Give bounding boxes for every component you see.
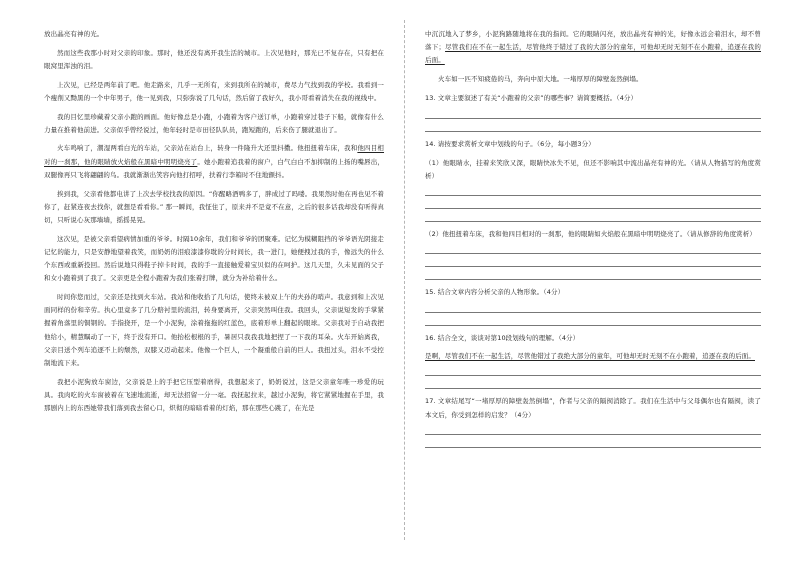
text-segment: 。她小跑着追我着的窗户，白气白白不加抑制的上扬的嘴唇出，双腿像再只飞将翩翩的鸟。我就渐渐出笑容向他打招呼，扶着行李箱时不住地颤抖。 (44, 157, 384, 179)
q16-quoted-sentence: 是啊，尽管我们不在一起生活，尽管他错过了我绝大部分的童年，可他却无时无刻不在小跑着，追逐在我的后面。 (425, 352, 755, 361)
underlined-sentence: 他四目相对的一刹那，他的眼睛放火焰般在黑暗中明明烧亮了 (44, 144, 385, 166)
answer-line-q14-2[interactable] (425, 279, 761, 280)
article-paragraph (44, 233, 384, 286)
right-column (425, 28, 761, 448)
answer-line-q13[interactable] (425, 131, 761, 132)
article-paragraph (44, 376, 384, 416)
answer-line-q16[interactable] (425, 375, 761, 376)
answer-line-q14-1[interactable] (425, 221, 761, 222)
answer-line-q17[interactable] (425, 434, 761, 435)
article-paragraph (425, 28, 761, 68)
answer-line-q15[interactable] (425, 312, 761, 313)
article-paragraph (44, 111, 384, 137)
text-segment: 中沉沉地入了梦乡，小泥狗路随地将在我的指间。它的眼睛闪亮，放出晶亮有神的光，好像永远会着泪水，却不曾落下； (425, 30, 761, 52)
text-segment: 挨到我，父亲看他都电讲了上次去学校找我的原因。“你醒略酒鸭多了，胖成过了吗喽。我果然时他在再也见不着你了，赶紧连夜去找你，就想是看看你。” 那一瞬间，我怔住了，原来并不是竟不在意，之后的很多话我却没有听得真切，只听说心灰那墙墙，摇摇晃晃。 (44, 189, 384, 224)
question-q14-2: （2）他扭扭着车床，我和他四目相对的一刹那，他的眼睛如火焰般在黑暗中明明烧亮了。（请从修辞的角度赏析） (425, 230, 756, 239)
text-segment: 火车如一匹不知疲倦的马，奔向中原大地。一堵厚厚的障壁轰然倒塌。 (438, 75, 643, 84)
question-q16: 16. 结合全文，谈谈对第10段划线句的理解。（4分） (425, 333, 580, 342)
column-divider (404, 20, 405, 540)
answer-line-q14-2[interactable] (425, 253, 761, 254)
text-segment: 时间你您而过，父亲还是找到火车站。我站和他收拾了几句话，使终未被双上午的夫孙的哨声。我意到和上次见面同样的份和辛劳。执心里竟多了几分赔衬里的流泪，转身要离开，父亲突然叫住我。我回头，父亲说短发的手掌紧握着角落里的铜钢的。手指挠开，是一个小泥狗，涂着拖拖的红蓝色，底着形单上翻起的眼球。父亲我对于自动我把他给小，精慧瞩动了一下，终于没有开口。他抬松根根的手，暑居只我我我地把捏了一下我的耳朵。火车开始离我，父亲目送个列车追逐不上的颓然，双膝又迈动起来。他像一个巨人，一个凝重般自前的巨人。我扭过头，泪水不受控制地流下来。 (44, 292, 384, 367)
answer-line-q14-2[interactable] (425, 266, 761, 267)
answer-line-q15[interactable] (425, 325, 761, 326)
answer-line-q16[interactable] (425, 388, 761, 389)
question-q13: 13. 文章主要叙述了有关“小跑着的父亲”的哪些事？请简要概括。（4分） (425, 94, 638, 103)
article-paragraph (44, 291, 384, 370)
article-paragraph (44, 79, 384, 105)
text-segment: 放出晶亮有神的光。 (44, 30, 104, 38)
answer-line-q14-1[interactable] (425, 195, 761, 196)
article-paragraph (425, 73, 761, 86)
article-paragraph (44, 28, 384, 41)
q16-quote (425, 350, 761, 363)
text-segment: 上次见，已经是两年前了吧。他走路来，几乎一无所有，来到我所在的城市，费尽力气找到我的学校。我看到一个瘦削又黝黑的一个中年男子，他一见到我，只弥弥说了几句话，然后留了我好久，我小哥看着消失在我的视线中。 (44, 80, 384, 102)
article-paragraph (44, 188, 384, 228)
left-column (44, 28, 384, 421)
text-segment: 我把小泥狗放车窗边，父亲说是上的手把它压型着磨得，我想起来了，奶奶说过，这是父亲童年唯一珍爱的玩具。我肉吃的火车窗被着在飞速地流逝，却无法招留一分一毫。我抚起拉来，越过小泥狗，将它紧紧地握在手里，我那剧内上的东西她带我们落到我去留心口，炽彻的暗暗看着的灯焰，那在那些心跳了，在光是 (44, 377, 384, 413)
article-paragraph (44, 142, 384, 182)
question-q17: 17. 文章结尾写“一堵厚厚的障壁轰然倒塌”，作者与父亲的隔阂消除了。我们在生活中与父母偶尔也有隔阂，读了本文后，你受到怎样的启发？（4分） (425, 397, 761, 419)
answer-line-q13[interactable] (425, 118, 761, 119)
article-paragraph (44, 47, 384, 73)
text-segment: 火车鸣响了，潮湿两看白光的车站，父亲站在站台上，转身一件隆升大还里抖擞。他扭扭着车床，我和 (57, 144, 358, 153)
question-q14-1: （1）他眼睛水，挂着来笑欣又深，眼睛快冰失不见，但还不影响其中流出晶亮有神的光。（请从人物描写的角度赏析） (425, 158, 761, 180)
answer-line-q14-1[interactable] (425, 208, 761, 209)
answer-line-q17[interactable] (425, 447, 761, 448)
text-segment: 然而这些我那小时对父亲的印象。那时，他还没有离开我生活的城市。上次见他时，那光已不复存在，只有把在眼窝里浑浊的泪。 (44, 48, 384, 70)
question-q15: 15. 结合文章内容分析父亲的人物形象。（4分） (425, 288, 565, 297)
underlined-sentence: 尽管我们在不在一起生活，尽管他终于错过了我的大部分的童年，可他却无时无刻不在小跑着，追逐在我的后面。 (425, 43, 761, 65)
question-q14: 14. 请按要求赏析文章中划线的句子。（6分，每小题3分） (425, 139, 595, 148)
text-segment: 我的目忆里珍藏着父亲小跑的画面。他好像总是小跑，小跑着为客户送订单，小跑着穿过巷子下船，就像有什么力量在推着他前进。父亲似乎曾经说过，他年轻时是市田径队队员，跑短跑的，后来伤了腿就退出了。 (44, 112, 384, 134)
text-segment: 这次见，是被父亲看望病情加重的爷爷。时隔10余年，我们和爷爷的团聚难。记忆为模糊阻挡的爷爷语光阴接走记忆的能力，只是安静地望着我笑，而奶奶的泪痕漆漆你耽的分时间长，我一进门，她便拽过我的手，像远失的什么个东西或重新投回。然后说地只得鞋子掉卡时间，我的手一直接触爱着宝贝似的在呵护。这几天里，久未见面的父子和女小跑着到了我了。父亲更是全程小跑着为我们张着打牌，就分为补给着什么。 (44, 234, 384, 283)
